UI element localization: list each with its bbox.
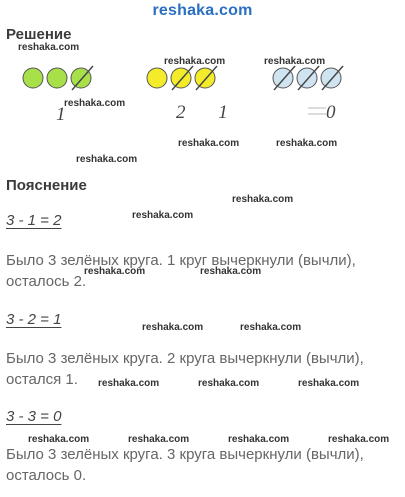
watermark: reshaka.com [240, 322, 302, 333]
solution-heading: Решение [6, 26, 72, 43]
watermark: reshaka.com [264, 56, 326, 67]
circle-green [47, 68, 67, 88]
watermark: reshaka.com [98, 378, 160, 389]
circle-green [23, 68, 43, 88]
watermark: reshaka.com [232, 194, 294, 205]
watermark: reshaka.com [28, 434, 90, 445]
watermark: reshaka.com [76, 154, 138, 165]
watermark: reshaka.com [142, 322, 204, 333]
explanation-heading: Пояснение [6, 177, 87, 194]
equation-1: 3 - 1 = 2 [6, 212, 62, 229]
answer-blue: 0 [326, 102, 336, 123]
watermark: reshaka.com [128, 434, 190, 445]
watermark: reshaka.com [198, 378, 260, 389]
explanation-text-2: Было 3 зелёных круга. 2 круга вычеркнули (вычли), остался 1. [6, 350, 364, 388]
watermark: reshaka.com [328, 434, 390, 445]
answer-yellow: 2 1 [176, 102, 242, 123]
watermark: reshaka.com [132, 210, 194, 221]
equation-2: 3 - 2 = 1 [6, 311, 62, 328]
watermark: reshaka.com [228, 434, 290, 445]
explanation-text-3: Было 3 зелёных круга. 3 круга вычеркнули (вычли), осталось 0. [6, 446, 364, 484]
circle-yellow [147, 68, 167, 88]
explanation-text-1: Было 3 зелёных круга. 1 круг вычеркнули (вычли), осталось 2. [6, 252, 356, 290]
watermark: reshaka.com [178, 138, 240, 149]
watermark: reshaka.com [276, 138, 338, 149]
watermark: reshaka.com [18, 42, 80, 53]
answer-green: 1 [56, 104, 66, 125]
watermark: reshaka.com [164, 56, 226, 67]
watermark: reshaka.com [64, 98, 126, 109]
site-title[interactable]: reshaka.com [152, 2, 253, 19]
faded-equals-mark [306, 104, 330, 118]
watermark: reshaka.com [298, 378, 360, 389]
watermark: reshaka.com [200, 266, 262, 277]
watermark: reshaka.com [84, 266, 146, 277]
equation-3: 3 - 3 = 0 [6, 408, 62, 425]
